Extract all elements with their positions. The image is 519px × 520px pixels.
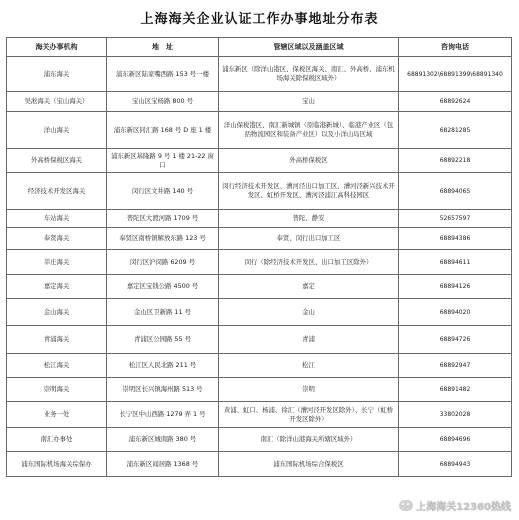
- phone-cell: 68894611: [399, 250, 512, 275]
- phone-cell: 68894726: [399, 326, 512, 354]
- address-cell: 普陀区大渡河路 1709 号: [107, 210, 219, 228]
- office-cell: 青浦海关: [7, 326, 107, 354]
- office-cell: 松江海关: [7, 354, 107, 378]
- address-cell: 宝山区宝杨路 800 号: [107, 92, 219, 112]
- table-row: [7, 378, 512, 402]
- area-cell: 宝山: [219, 92, 399, 112]
- table-row: [7, 149, 512, 173]
- table-row: [7, 57, 512, 92]
- phone-cell: 68891482: [399, 378, 512, 402]
- office-cell: 金山海关: [7, 299, 107, 326]
- office-cell: 浦东国际机场海关综保办: [7, 452, 107, 477]
- office-cell: 奉贤海关: [7, 228, 107, 250]
- area-cell: 青浦: [219, 326, 399, 354]
- table-row: [7, 402, 512, 428]
- table-row: [7, 354, 512, 378]
- area-cell: 浦东国际机场综合保税区: [219, 452, 399, 477]
- office-cell: 业务一处: [7, 402, 107, 428]
- area-cell: 松江: [219, 354, 399, 378]
- office-cell: 浦东海关: [7, 57, 107, 92]
- address-cell: 青浦区公园路 55 号: [107, 326, 219, 354]
- wechat-icon: [399, 500, 413, 511]
- address-cell: 浦东新区闻居路 1368 号: [107, 452, 219, 477]
- header-area: 管辖区域以及涵盖区域: [219, 38, 399, 57]
- table-row: [7, 299, 512, 326]
- table-row: [7, 92, 512, 112]
- table-row: [7, 228, 512, 250]
- table-row: [7, 452, 512, 477]
- watermark: [399, 498, 511, 513]
- office-address-table: [6, 37, 512, 477]
- area-cell: 洋山保税港区、南汇新城镇（原临港新城）、临港产业区（包括物流园区和装备产业区）以及小洋山岛区域: [219, 112, 399, 149]
- phone-cell: 68281285: [399, 112, 512, 149]
- page-title: 上海海关企业认证工作办事地址分布表: [140, 12, 379, 27]
- header-address: 地 址: [107, 38, 219, 57]
- office-cell: 洋山海关: [7, 112, 107, 149]
- phone-cell: 68892218: [399, 149, 512, 173]
- table-row: [7, 173, 512, 210]
- address-cell: 松江区人民北路 211 号: [107, 354, 219, 378]
- table-row: [7, 210, 512, 228]
- address-cell: 闵行区沪闵路 6209 号: [107, 250, 219, 275]
- address-cell: 浦东新区城南路 380 号: [107, 428, 219, 452]
- area-cell: 外高桥保税区: [219, 149, 399, 173]
- area-cell: 金山: [219, 299, 399, 326]
- table-row: [7, 275, 512, 299]
- phone-cell: 68894386: [399, 228, 512, 250]
- office-cell: 崇明海关: [7, 378, 107, 402]
- table-row: [7, 428, 512, 452]
- office-cell: 车站海关: [7, 210, 107, 228]
- phone-cell: 68894020: [399, 299, 512, 326]
- watermark-text: 上海海关12360热线: [416, 502, 511, 513]
- phone-cell: 68892624: [399, 92, 512, 112]
- address-cell: 浦东新区基隆路 9 号 1 楼 21-22 窗口: [107, 149, 219, 173]
- office-cell: 南汇办事处: [7, 428, 107, 452]
- phone-cell: 68894943: [399, 452, 512, 477]
- header-office: 海关办事机构: [7, 38, 107, 57]
- table-header-row: [7, 38, 512, 57]
- phone-cell: 68894126: [399, 275, 512, 299]
- area-cell: 闵行经济技术开发区、漕河泾出口加工区、漕河泾新兴技术开发区、虹桥开发区、漕河泾浦江高科技园区: [219, 173, 399, 210]
- address-cell: 闵行区文井路 140 号: [107, 173, 219, 210]
- address-cell: 嘉定区宝钱公路 4500 号: [107, 275, 219, 299]
- area-cell: 闵行（除经济技术开发区、出口加工区除外）: [219, 250, 399, 275]
- address-cell: 长宁区中山西路 1279 弄 1 号: [107, 402, 219, 428]
- area-cell: 奉贤、闵行出口加工区: [219, 228, 399, 250]
- office-cell: 外高桥保税区海关: [7, 149, 107, 173]
- table-row: [7, 250, 512, 275]
- address-cell: 奉贤区南桥镇解放东路 123 号: [107, 228, 219, 250]
- area-cell: 黄浦、虹口、杨浦、徐汇（漕河泾开发区除外）、长宁（虹桥开发区除外）: [219, 402, 399, 428]
- office-cell: 吴淞海关（宝山海关）: [7, 92, 107, 112]
- table-row: [7, 112, 512, 149]
- area-cell: 普陀、静安: [219, 210, 399, 228]
- area-cell: 浦东新区（除洋山港区、保税区海关、南汇、外高桥、浦东机场海关除保税区域外）: [219, 57, 399, 92]
- address-cell: 崇明区长兴镇海州路 513 号: [107, 378, 219, 402]
- office-cell: 嘉定海关: [7, 275, 107, 299]
- phone-cell: 68891302\68891399\68891340: [399, 57, 512, 92]
- table-row: [7, 326, 512, 354]
- header-phone: 咨询电话: [399, 38, 512, 57]
- area-cell: 崇明: [219, 378, 399, 402]
- area-cell: 南汇（除洋山港海关所辖区域外）: [219, 428, 399, 452]
- area-cell: 嘉定: [219, 275, 399, 299]
- address-cell: 金山区卫新路 11 号: [107, 299, 219, 326]
- address-cell: 浦东新区同汇路 168 号 D 座 1 楼: [107, 112, 219, 149]
- phone-cell: 68892947: [399, 354, 512, 378]
- office-cell: 莘庄海关: [7, 250, 107, 275]
- phone-cell: 68894696: [399, 428, 512, 452]
- address-cell: 浦东新区陆家嘴西路 153 号一楼: [107, 57, 219, 92]
- phone-cell: 68894065: [399, 173, 512, 210]
- phone-cell: 33802028: [399, 402, 512, 428]
- office-cell: 经济技术开发区海关: [7, 173, 107, 210]
- phone-cell: 52657597: [399, 210, 512, 228]
